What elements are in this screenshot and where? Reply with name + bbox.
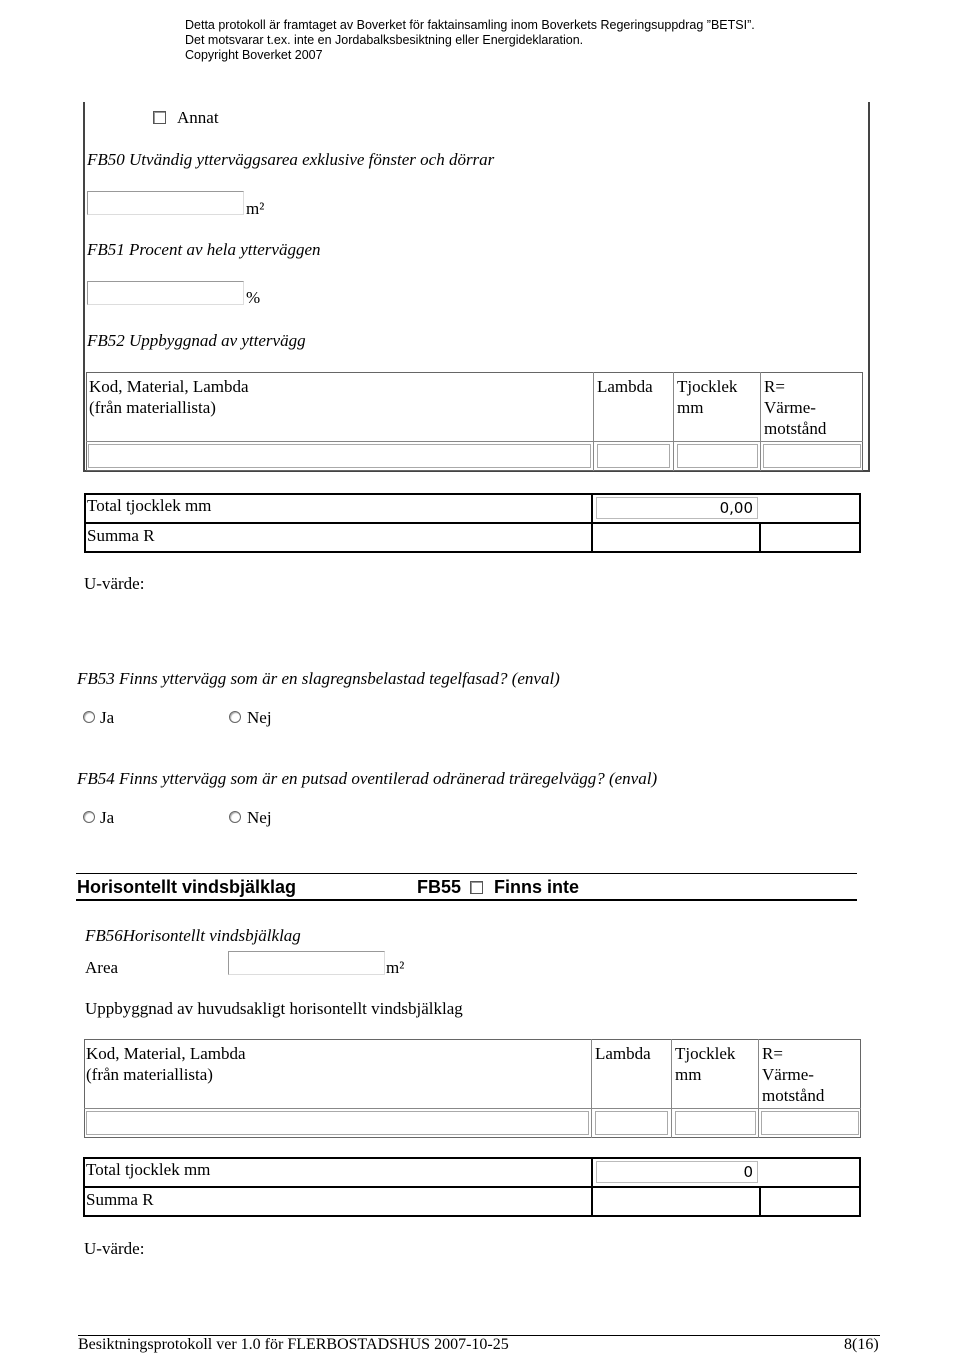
- section-rule-top: [76, 873, 857, 874]
- fb52-uvarde-label: U-värde:: [84, 574, 145, 593]
- fb56-area-unit: m²: [386, 958, 405, 977]
- header-line-2: Det motsvarar t.ex. inte en Jordabalksbesiktning eller Energideklaration.: [185, 33, 584, 47]
- fb52-col-divider-1: [593, 372, 594, 471]
- fb53-ja-label: Ja: [100, 708, 115, 727]
- fb56-col-divider-1: [591, 1039, 592, 1138]
- fb54-question: FB54 Finns yttervägg som är en putsad oventilerad odränerad träregelvägg? (enval): [77, 769, 658, 788]
- fb52-kod-input[interactable]: [88, 444, 591, 468]
- fb52-col-r: R= Värme- motstånd: [764, 377, 827, 438]
- annat-label: Annat: [177, 108, 219, 127]
- fb52-col-kod: Kod, Material, Lambda (från materiallista): [89, 377, 249, 417]
- fb52-tjocklek-input[interactable]: [677, 444, 758, 468]
- fb52-col-tjocklek: Tjocklek mm: [677, 377, 738, 417]
- fb56-total-value: 0: [596, 1161, 758, 1183]
- fb54-nej-radio[interactable]: [229, 811, 241, 823]
- fb52-total-label: Total tjocklek mm: [87, 496, 212, 515]
- frame-right-border: [868, 102, 870, 472]
- fb52-summa-value: [596, 526, 756, 548]
- header-line-1: Detta protokoll är framtaget av Boverket för faktainsamling inom Boverkets Regeringsuppdrag ”BETSI”.: [185, 18, 755, 32]
- fb56-col-kod: Kod, Material, Lambda (från materiallista): [86, 1044, 246, 1084]
- fb53-nej-radio[interactable]: [229, 711, 241, 723]
- fb50-unit: m²: [246, 199, 265, 218]
- fb56-tjocklek-input[interactable]: [675, 1111, 756, 1135]
- fb56-col-r: R= Värme- motstånd: [762, 1044, 825, 1105]
- fb52-lambda-input[interactable]: [597, 444, 670, 468]
- annat-checkbox[interactable]: [153, 111, 166, 124]
- section-rule-bottom: [76, 899, 857, 901]
- fb55-code: FB55: [417, 877, 462, 897]
- fb56-lambda-input[interactable]: [595, 1111, 668, 1135]
- frame-left-border: [83, 102, 85, 472]
- fb56-col-tjocklek: Tjocklek mm: [675, 1044, 736, 1084]
- fb53-question: FB53 Finns yttervägg som är en slagregnsbelastad tegelfasad? (enval): [77, 669, 560, 688]
- header-line-3: Copyright Boverket 2007: [185, 48, 323, 62]
- fb52-col-divider-2: [673, 372, 674, 471]
- fb56-col-lambda: Lambda: [595, 1044, 651, 1063]
- fb56-summa-label: Summa R: [86, 1190, 154, 1209]
- fb56-area-input[interactable]: [228, 951, 385, 975]
- fb53-nej-label: Nej: [247, 708, 272, 727]
- fb52-title: FB52 Uppbyggnad av yttervägg: [87, 331, 306, 350]
- fb55-label: Finns inte: [494, 877, 579, 897]
- fb56-col-divider-3: [758, 1039, 759, 1138]
- fb56-uppbyggnad: Uppbyggnad av huvudsakligt horisontellt vindsbjälklag: [85, 999, 463, 1018]
- fb54-nej-label: Nej: [247, 808, 272, 827]
- section-title: Horisontellt vindsbjälklag: [77, 877, 297, 897]
- fb56-totals-col-divider-1: [591, 1157, 593, 1217]
- fb51-title: FB51 Procent av hela ytterväggen: [87, 240, 321, 259]
- fb56-area-label: Area: [85, 958, 119, 977]
- fb56-col-divider-2: [671, 1039, 672, 1138]
- fb52-total-value: 0,00: [596, 497, 758, 519]
- footer-left: Besiktningsprotokoll ver 1.0 för FLERBOSTADSHUS 2007-10-25: [78, 1336, 509, 1353]
- fb50-title: FB50 Utvändig ytterväggsarea exklusive fönster och dörrar: [87, 150, 495, 169]
- fb56-row-divider: [84, 1108, 861, 1109]
- fb52-r-input[interactable]: [763, 444, 861, 468]
- fb56-r-input[interactable]: [761, 1111, 859, 1135]
- fb56-totals-col-divider-2: [759, 1186, 761, 1217]
- fb52-totals-col-divider-2: [759, 522, 761, 553]
- fb52-col-lambda: Lambda: [597, 377, 653, 396]
- fb50-area-input[interactable]: [87, 191, 244, 215]
- page-header: [185, 18, 755, 63]
- fb53-ja-radio[interactable]: [83, 711, 95, 723]
- fb55-checkbox[interactable]: [470, 881, 483, 894]
- fb51-unit: %: [246, 288, 261, 307]
- fb54-ja-radio[interactable]: [83, 811, 95, 823]
- fb51-percent-input[interactable]: [87, 281, 244, 305]
- fb56-totals-row-divider: [83, 1186, 861, 1188]
- footer-page-number: 8(16): [844, 1336, 879, 1353]
- fb54-ja-label: Ja: [100, 808, 115, 827]
- fb56-title: FB56Horisontellt vindsbjälklag: [85, 926, 301, 945]
- fb52-col-divider-3: [760, 372, 761, 471]
- fb56-uvarde-label: U-värde:: [84, 1239, 145, 1258]
- fb52-totals-row-divider: [84, 522, 861, 524]
- fb56-kod-input[interactable]: [86, 1111, 589, 1135]
- fb56-total-label: Total tjocklek mm: [86, 1160, 211, 1179]
- fb52-row-divider: [86, 441, 863, 442]
- fb52-summa-label: Summa R: [87, 526, 155, 545]
- fb52-totals-col-divider-1: [591, 493, 593, 553]
